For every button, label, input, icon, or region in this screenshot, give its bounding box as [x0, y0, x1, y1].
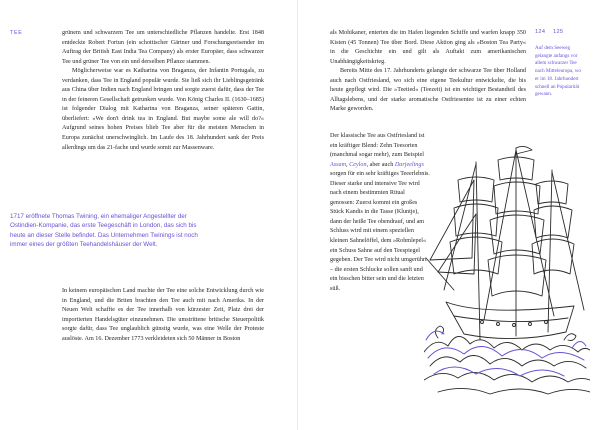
left-page-body-bottom — [62, 287, 264, 344]
paragraph: grünem und schwarzem Tee um unterschiedliche Pflanzen handelte. Erst 1848 entdeckte Robert Fortun (ein schottischer Gärtner und Forschungsreisender im Auftrag der British East India Tea Company) als erster Europäer, dass schwarzer Tee und grüner Tee von ein und derselben Pflanze stammen. — [62, 30, 264, 65]
paragraph: Möglicherweise war es Katharina von Braganza, der Infantin Portugals, zu verdanken, dass Tee in England populär wurde. Sie ließ sich ihr Lieblingsgetränk aus China über Indien nach England bringen und sorgte zuerst dafür, dass der Tee in der feineren Gesellschaft getrunken wurde. Von König Charles II. (1630–1685) ist folgender Dialog mit Katharina von Braganza, seiner späteren Gattin, überliefert: »We don't drink tea in England. But maybe some ale will do?« Aufgrund seines hohen Preises blieb Tee aber für die meisten Menschen in Europa zunächst unerschwinglich. Im Laufe des 18. Jahrhundert sank der Preis allerdings um das 21-fache und wurde somit zur Massenware. — [62, 68, 264, 151]
sailing-ship-illustration — [424, 140, 590, 400]
margin-note: Auf dem Seeweg gelangte anfangs vor allem schwarzer Tee nach Mitteleuropa, wo er im 18. Jahrhundert schnell an Popularität gewann. — [535, 45, 581, 98]
paragraph: als Mohikaner, enterten die im Hafen liegenden Schiffe und warfen knapp 350 Kisten (45 Tonnen) Tee über Bord. Diese Aktion ging als »Boston Tea Party« in die Geschichte ein und gilt als Auftakt zum amerikanischen Unabhängigkeitskrieg. — [330, 30, 526, 65]
tea-variety-ceylon: Ceylon — [349, 161, 367, 168]
gutter-divider — [297, 0, 298, 430]
paragraph: Bereits Mitte des 17. Jahrhunderts gelangte der schwarze Tee über Holland auch nach Ostfriesland, wo sich eine eigene Teekultur entwickelte, die bis heute gepflegt wird. Die »Teetied« (Teezeit) ist ein wichtiger Bestandteil des Alltagslebens, und der starke aromatische Ostfriesentee ist zu einer echten Marke geworden. — [330, 68, 526, 113]
page-number-right: 125 — [553, 29, 564, 35]
page-number-left: 124 — [535, 29, 546, 35]
pull-quote: 1717 eröffnete Thomas Twining, ein ehemaliger Angestellter der Ostindien-Kompanie, das erste Teegeschäft in London, das sich bis heute an dieser Stelle befindet. Das Unternehmen Twinings ist noch immer eines der größten Teehandelshäuser der Welt. — [10, 213, 198, 249]
right-page-body-ship-text — [330, 132, 430, 294]
tea-variety-assam: Assam — [330, 161, 347, 168]
paragraph: In keinem europäischen Land machte der Tee eine solche Entwicklung durch wie in England, und die Briten brachten den Tee auch mit nach Amerika. In der Neuen Welt schaffte es der Tee innerhalb von kürzester Zeit, Platz drei der importierten Handelsgüter einzunehmen. Die umstrittene britische Steuerpolitik sorgte dafür, dass Tee unglaublich günstig wurde, was eine Welle der Proteste auslöste. Am 16. Dezember 1773 verkleideten sich 50 Männer in Boston — [62, 288, 264, 342]
page-numbers — [535, 29, 569, 35]
running-head: TEE — [10, 30, 23, 36]
paragraph: Der klassische Tee aus Ostfriesland ist ein kräftiger Blend: Zehn Teesorten (manchmal sogar mehr), zum Beispiel Assam, Ceylon, aber auch Darjeelings sorgen für ein sehr kräftiges Teeerlebnis. Dieser starke und intensive Tee wird nach einem bestimmten Ritual genossen: Zuerst kommt ein großes Stück Kandis in die Tasse (Kluntje), dann der heiße Tee obendrauf, und am Schluss wird mit einem speziellen kleinen Sahnelöffel, dem »Rohmlepel« ein Schuss Sahne auf den Teespiegel gegeben. Der Tee wird nicht umgerührt – die ersten Schlucke sollen sanft und ein bisschen bitter sein und die letzten süß. — [330, 133, 430, 292]
tea-variety-darjeeling: Darjeelings — [394, 161, 424, 168]
left-page-body-top — [62, 29, 264, 153]
right-page-body-top — [330, 29, 526, 115]
